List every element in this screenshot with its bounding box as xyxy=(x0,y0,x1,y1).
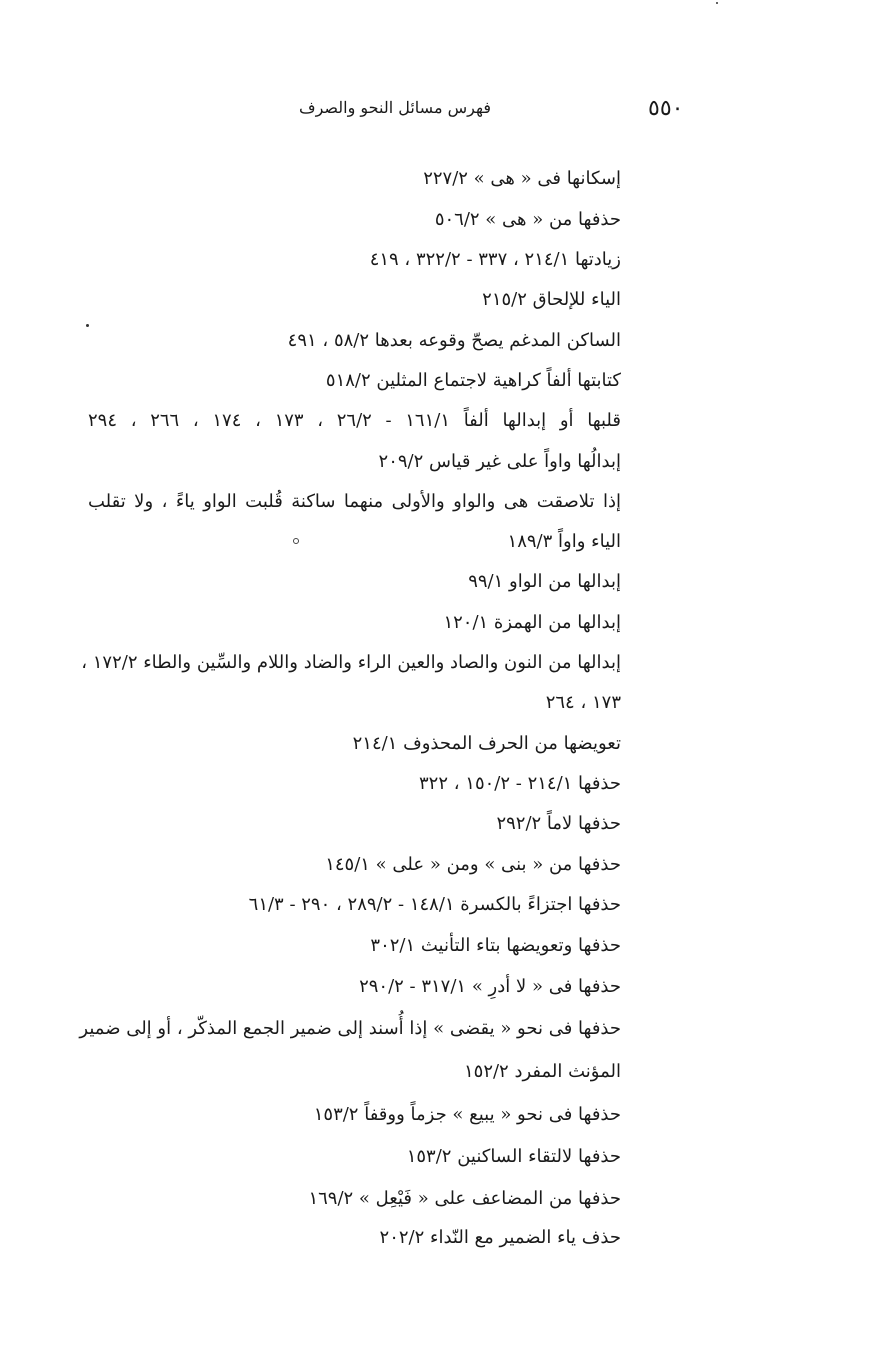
index-entry: حذفها فى نحو « يبيع » جزماً ووقفاً ١٥٣/٢ xyxy=(313,1104,621,1125)
index-entry: الساكن المدغم يصحّ وقوعه بعدها ٥٨/٢ ، ٤٩١ xyxy=(287,330,621,351)
index-entry: كتابتها ألفاً كراهية لاجتماع المثلين ٥١٨/٢ xyxy=(325,370,621,391)
index-entry: حذفها لاماً ٢٩٢/٢ xyxy=(496,813,621,834)
scan-speck xyxy=(86,324,89,327)
index-entry: حذفها فى « لا أدرِ » ٣١٧/١ - ٢٩٠/٢ xyxy=(359,976,621,997)
scan-speck xyxy=(293,538,299,544)
index-entry: الياء للإلحاق ٢١٥/٢ xyxy=(482,289,621,310)
index-entry-continuation: ١٧٣ ، ٢٦٤ xyxy=(545,692,621,713)
index-entry: حذفها وتعويضها بتاء التأنيث ٣٠٢/١ xyxy=(370,935,621,956)
index-entry: تعويضها من الحرف المحذوف ٢١٤/١ xyxy=(352,733,621,754)
index-entry-continuation: الياء واواً ١٨٩/٣ xyxy=(507,531,621,552)
index-entry: حذفها فى نحو « يقضى » إذا أُسند إلى ضمير الجمع المذكّر ، أو إلى ضمير xyxy=(79,1018,621,1039)
index-entry: زيادتها ٢١٤/١ ، ٣٣٧ - ٣٢٢/٢ ، ٤١٩ xyxy=(369,249,621,270)
index-entry: حذفها ٢١٤/١ - ١٥٠/٢ ، ٣٢٢ xyxy=(419,773,621,794)
index-entry: حذفها من « هى » ٥٠٦/٢ xyxy=(434,209,621,230)
index-entry: قلبها أو إبدالها ألفاً ١٦١/١ - ٢٦/٢ ، ١٧٣ ، ١٧٤ ، ٢٦٦ ، ٢٩٤ xyxy=(88,410,621,431)
index-entry: إسكانها فى « هى » ٢٢٧/٢ xyxy=(423,168,621,189)
running-header: فهرس مسائل النحو والصرف xyxy=(298,98,491,117)
index-entry: إبدالها من الهمزة ١٢٠/١ xyxy=(443,612,621,633)
index-entry: حذفها اجتزاءً بالكسرة ١٤٨/١ - ٢٨٩/٢ ، ٢٩٠ - ٦١/٣ xyxy=(248,894,621,915)
index-entry: حذفها من المضاعف على « فَيْعِل » ١٦٩/٢ xyxy=(308,1188,621,1209)
index-entry: إبدالها من الواو ٩٩/١ xyxy=(468,571,621,592)
index-entry: حذفها لالتقاء الساكنين ١٥٣/٢ xyxy=(406,1146,621,1167)
index-entry: إبدالُها واواً على غير قياس ٢٠٩/٢ xyxy=(378,451,621,472)
index-entry: حذفها من « بنى » ومن « على » ١٤٥/١ xyxy=(325,854,621,875)
index-entry: إبدالها من النون والصاد والعين الراء والضاد واللام والسِّين والطاء ١٧٢/٢ ، xyxy=(81,652,621,673)
index-entry: حذف ياء الضمير مع النّداء ٢٠٢/٢ xyxy=(379,1227,621,1248)
scan-speck xyxy=(716,2,718,4)
index-entry-continuation: المؤنث المفرد ١٥٢/٢ xyxy=(463,1061,621,1082)
index-entry: إذا تلاصقت هى والواو والأولى منهما ساكنة قُلبت الواو ياءً ، ولا تقلب xyxy=(88,491,621,512)
page-number: ٥٥٠ xyxy=(648,96,684,121)
